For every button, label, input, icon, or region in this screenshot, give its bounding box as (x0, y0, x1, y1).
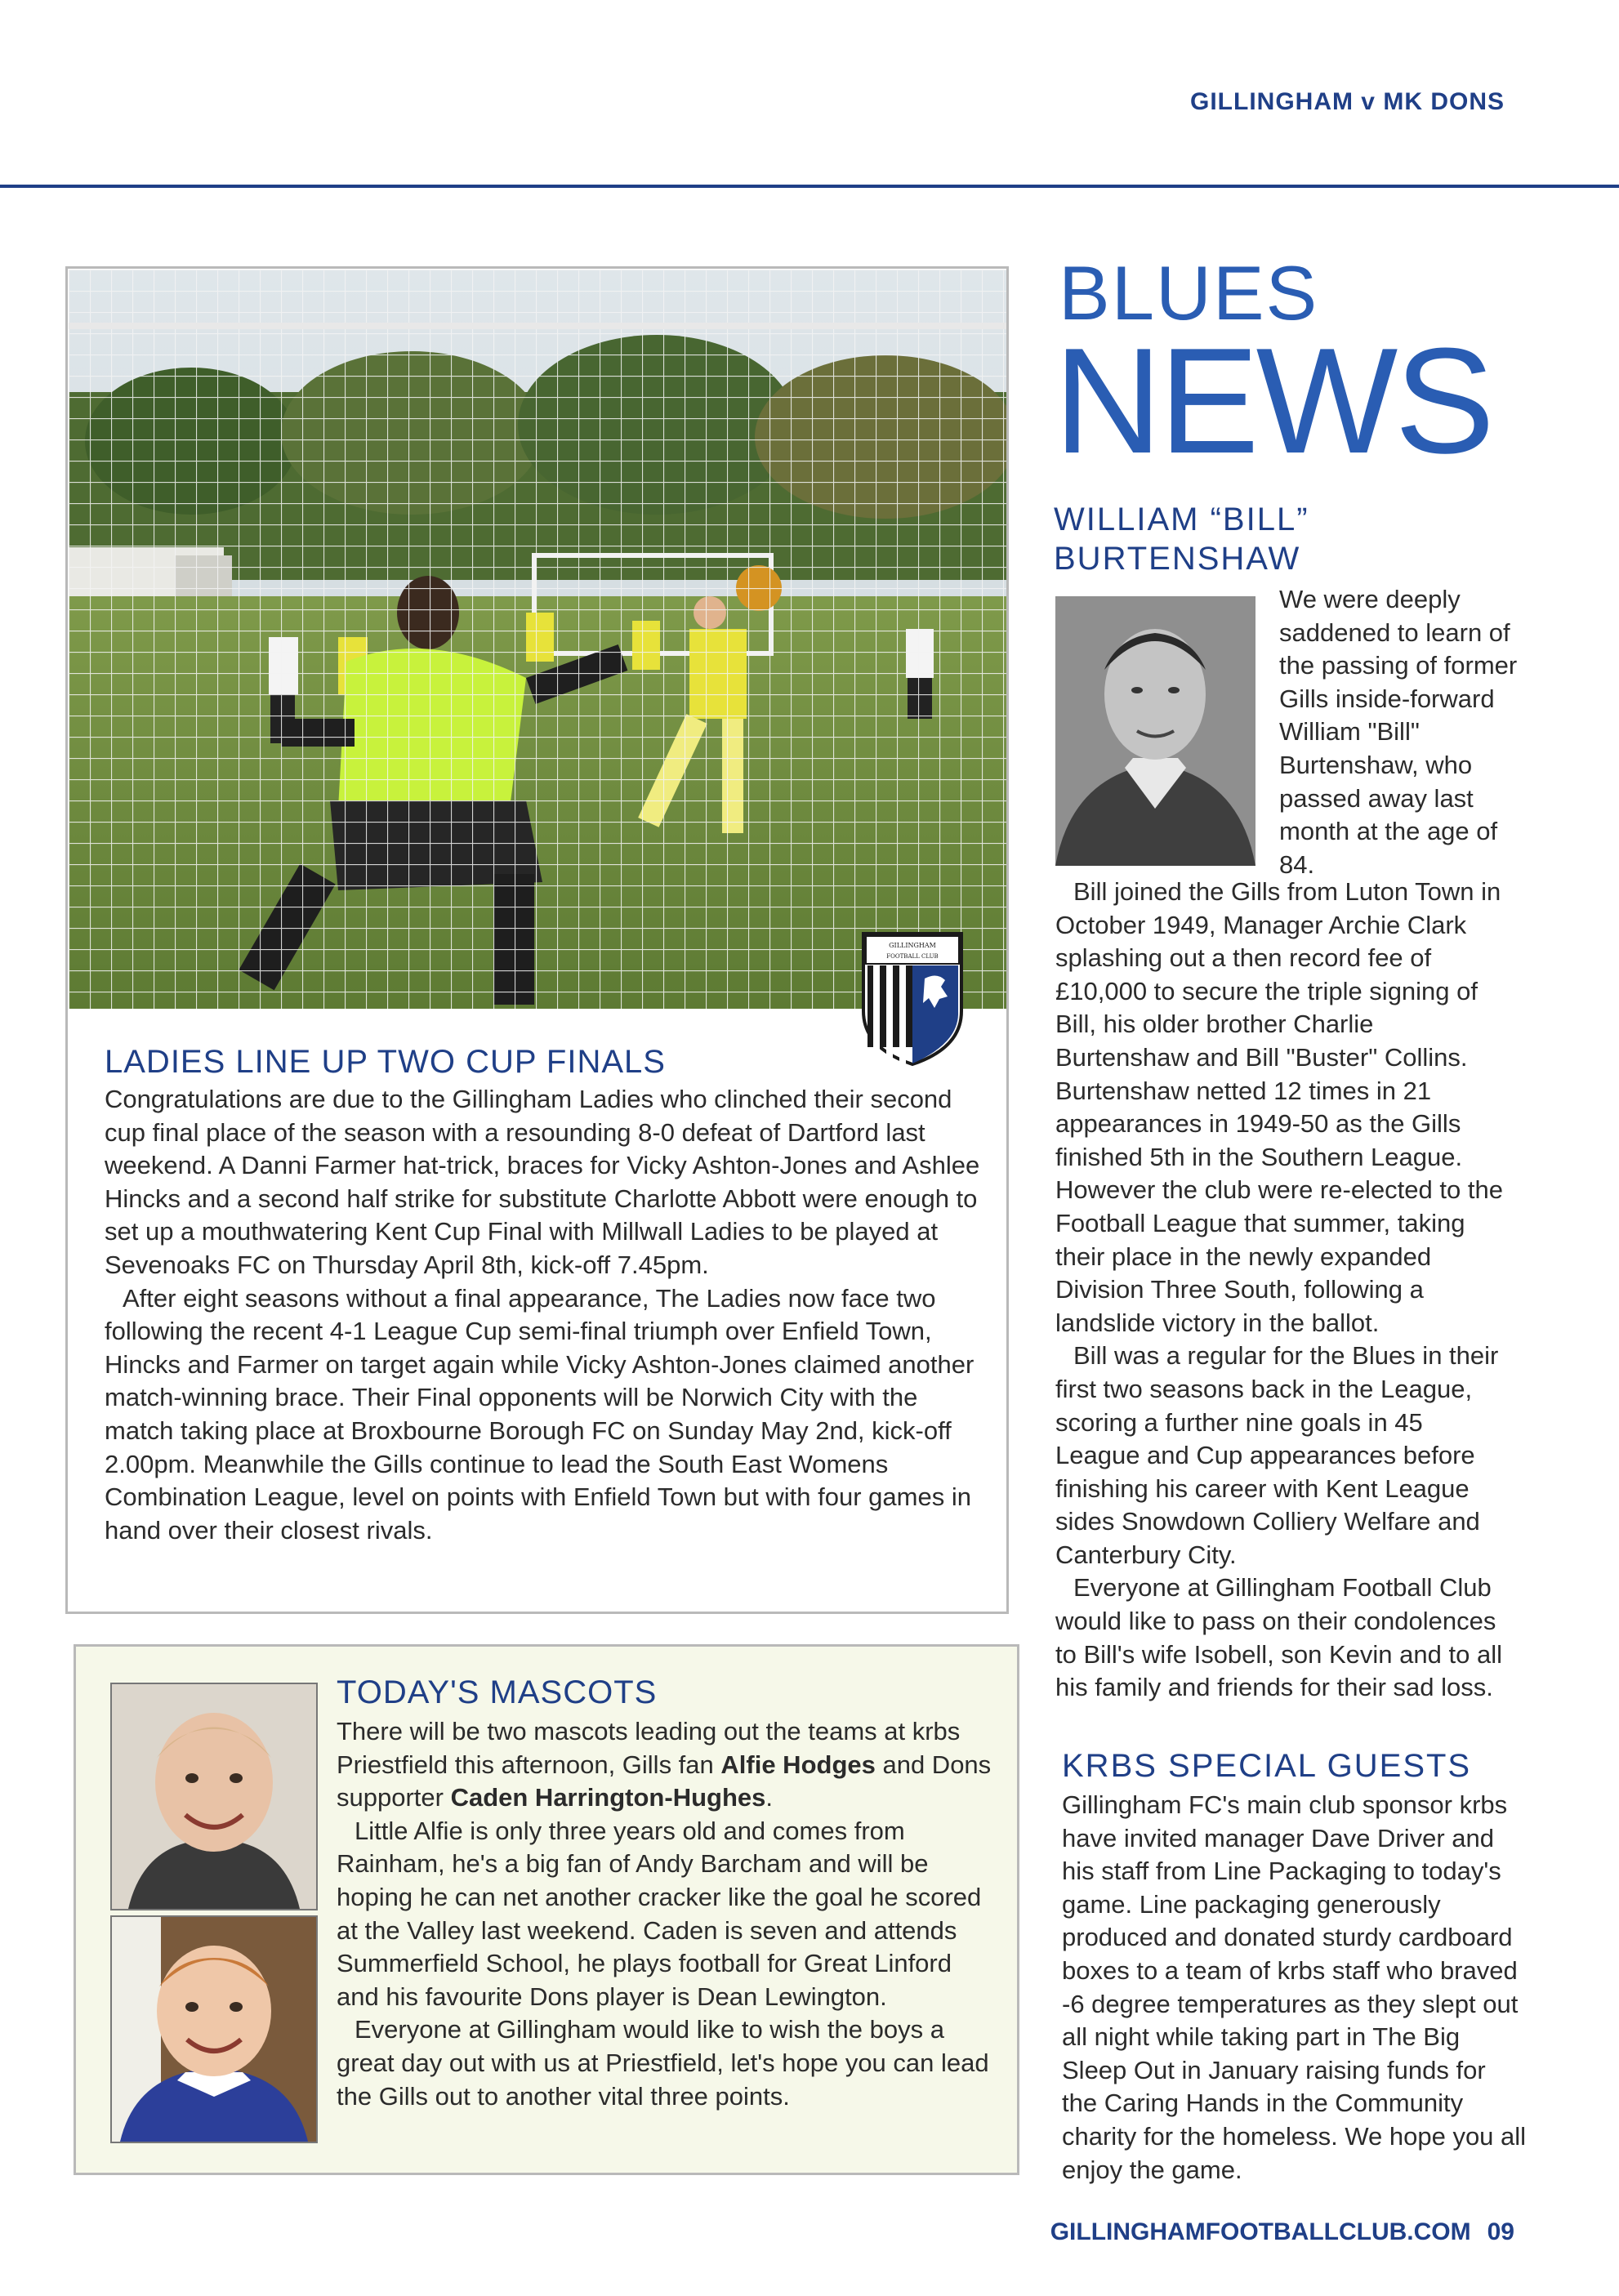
ladies-paragraph: After eight seasons without a final appearance, The Ladies now face two following the recent 4-1 League Cup semi-final triumph over Enfield Town, Hincks and Farmer on target again while Vicky Ashton-Jones claimed another match-winning brace. Their Final opponents will be Norwich City with the match taking place at Broxbourne Borough FC on Sunday May 2nd, kick-off 2.00pm. Meanwhile the Gills continue to lead the South East Womens Combination League, level on points with Enfield Town but with four games in hand over their closest rivals. (105, 1283, 975, 1545)
bill-paragraph: Bill was a regular for the Blues in their first two seasons back in the League, scoring a further nine goals in 45 League and Cup appearances before finishing his career with Kent League sides Snowdown Colliery Welfare and Canterbury City. (1055, 1341, 1499, 1569)
bill-intro: We were deeply saddened to learn of the passing of former Gills inside-forward William "Bill" Burtenshaw, who passed away last month at the age of 84. (1279, 585, 1518, 879)
svg-text:GILLINGHAM: GILLINGHAM (889, 942, 936, 949)
bill-burtenshaw-photo (1055, 596, 1256, 866)
mascots-text: . (765, 1783, 773, 1812)
mascots-paragraph: Everyone at Gillingham would like to wish the boys a great day out with us at Priestfield, let's hope you can lead the Gills out to another vital three points. (337, 2015, 989, 2111)
match-title: GILLINGHAM v MK DONS (1190, 88, 1505, 115)
mascots-headline: TODAY'S MASCOTS (337, 1674, 658, 1710)
svg-text:FOOTBALL CLUB: FOOTBALL CLUB (886, 953, 939, 960)
bill-headline-line: WILLIAM “BILL” (1054, 502, 1309, 537)
mascots-paragraph: Little Alfie is only three years old and comes from Rainham, he's a big fan of Andy Barcham and will be hoping he can net another cracker like the goal he scored at the Valley last weekend. Caden is seven and attends Summerfield School, he plays football for Great Linford and his favourite Dons player is Dean Lewington. (337, 1816, 982, 2011)
bill-headline-line: BURTENSHAW (1054, 541, 1301, 577)
bill-paragraph: Bill joined the Gills from Luton Town in October 1949, Manager Archie Clark splashing out a then record fee of £10,000 to secure the triple signing of Bill, his older brother Charlie Burtenshaw and Bill "Buster" Collins. Burtenshaw netted 12 times in 21 appearances in 1949-50 as the Gills finished 5th in the Southern League. However the club were re-elected to the Football League that summer, taking their place in the newly expanded Division Three South, following a landslide victory in the ballot. (1055, 877, 1503, 1337)
blues-title: BLUES (1059, 250, 1319, 336)
gillingham-crest-logo (859, 930, 966, 1067)
ladies-match-photo (69, 270, 1006, 1009)
mascot-photo-caden (110, 1915, 318, 2143)
bill-article-body (1055, 876, 1513, 1705)
mascot-name-caden: Caden Harrington-Hughes (450, 1783, 766, 1812)
ladies-paragraph: Congratulations are due to the Gillingham Ladies who clinched their second cup final place of the season with a resounding 8-0 defeat of Dartford last weekend. A Danni Farmer hat-trick, braces for Vicky Ashton-Jones and Ashlee Hincks and a second half strike for substitute Charlotte Abbott were enough to set up a mouthwatering Kent Cup Final with Millwall Ladies to be played at Sevenoaks FC on Thursday April 8th, kick-off 7.45pm. (105, 1085, 980, 1279)
news-title: NEWS (1054, 316, 1492, 484)
krbs-headline: KRBS SPECIAL GUESTS (1062, 1748, 1472, 1784)
mascot-name-alfie: Alfie Hodges (720, 1750, 876, 1779)
header-rule (0, 185, 1619, 188)
mascots-body (337, 1715, 998, 2113)
mascots-text: There will be two mascots leading out the teams at krbs Priestfield this afternoon, Gills fan (337, 1717, 961, 1779)
page-number: 09 (1487, 2218, 1514, 2245)
ladies-headline: LADIES LINE UP TWO CUP FINALS (105, 1044, 666, 1080)
footer-site: GILLINGHAMFOOTBALLCLUB.COM (1050, 2218, 1471, 2245)
bill-headline (1054, 500, 1309, 578)
footer (1050, 2218, 1514, 2246)
krbs-body: Gillingham FC's main club sponsor krbs have invited manager Dave Driver and his staff from Line Packaging to today's game. Line packaging generously produced and donated sturdy cardboard boxes to a team of krbs staff who braved -6 degree temperatures as they slept out all night while taking part in The Big Sleep Out in January raising funds for the Caring Hands in the Community charity for the homeless. We hope you all enjoy the game. (1062, 1790, 1527, 2184)
mascot-photo-alfie (110, 1683, 318, 1910)
ladies-article-body (105, 1083, 987, 1547)
mascots-paragraph (337, 1715, 998, 1815)
mascots-text: and Dons supporter (337, 1750, 992, 1812)
bill-paragraph: Everyone at Gillingham Football Club would like to pass on their condolences to Bill's wife Isobell, son Kevin and to all his family and friends for their sad loss. (1055, 1573, 1502, 1702)
